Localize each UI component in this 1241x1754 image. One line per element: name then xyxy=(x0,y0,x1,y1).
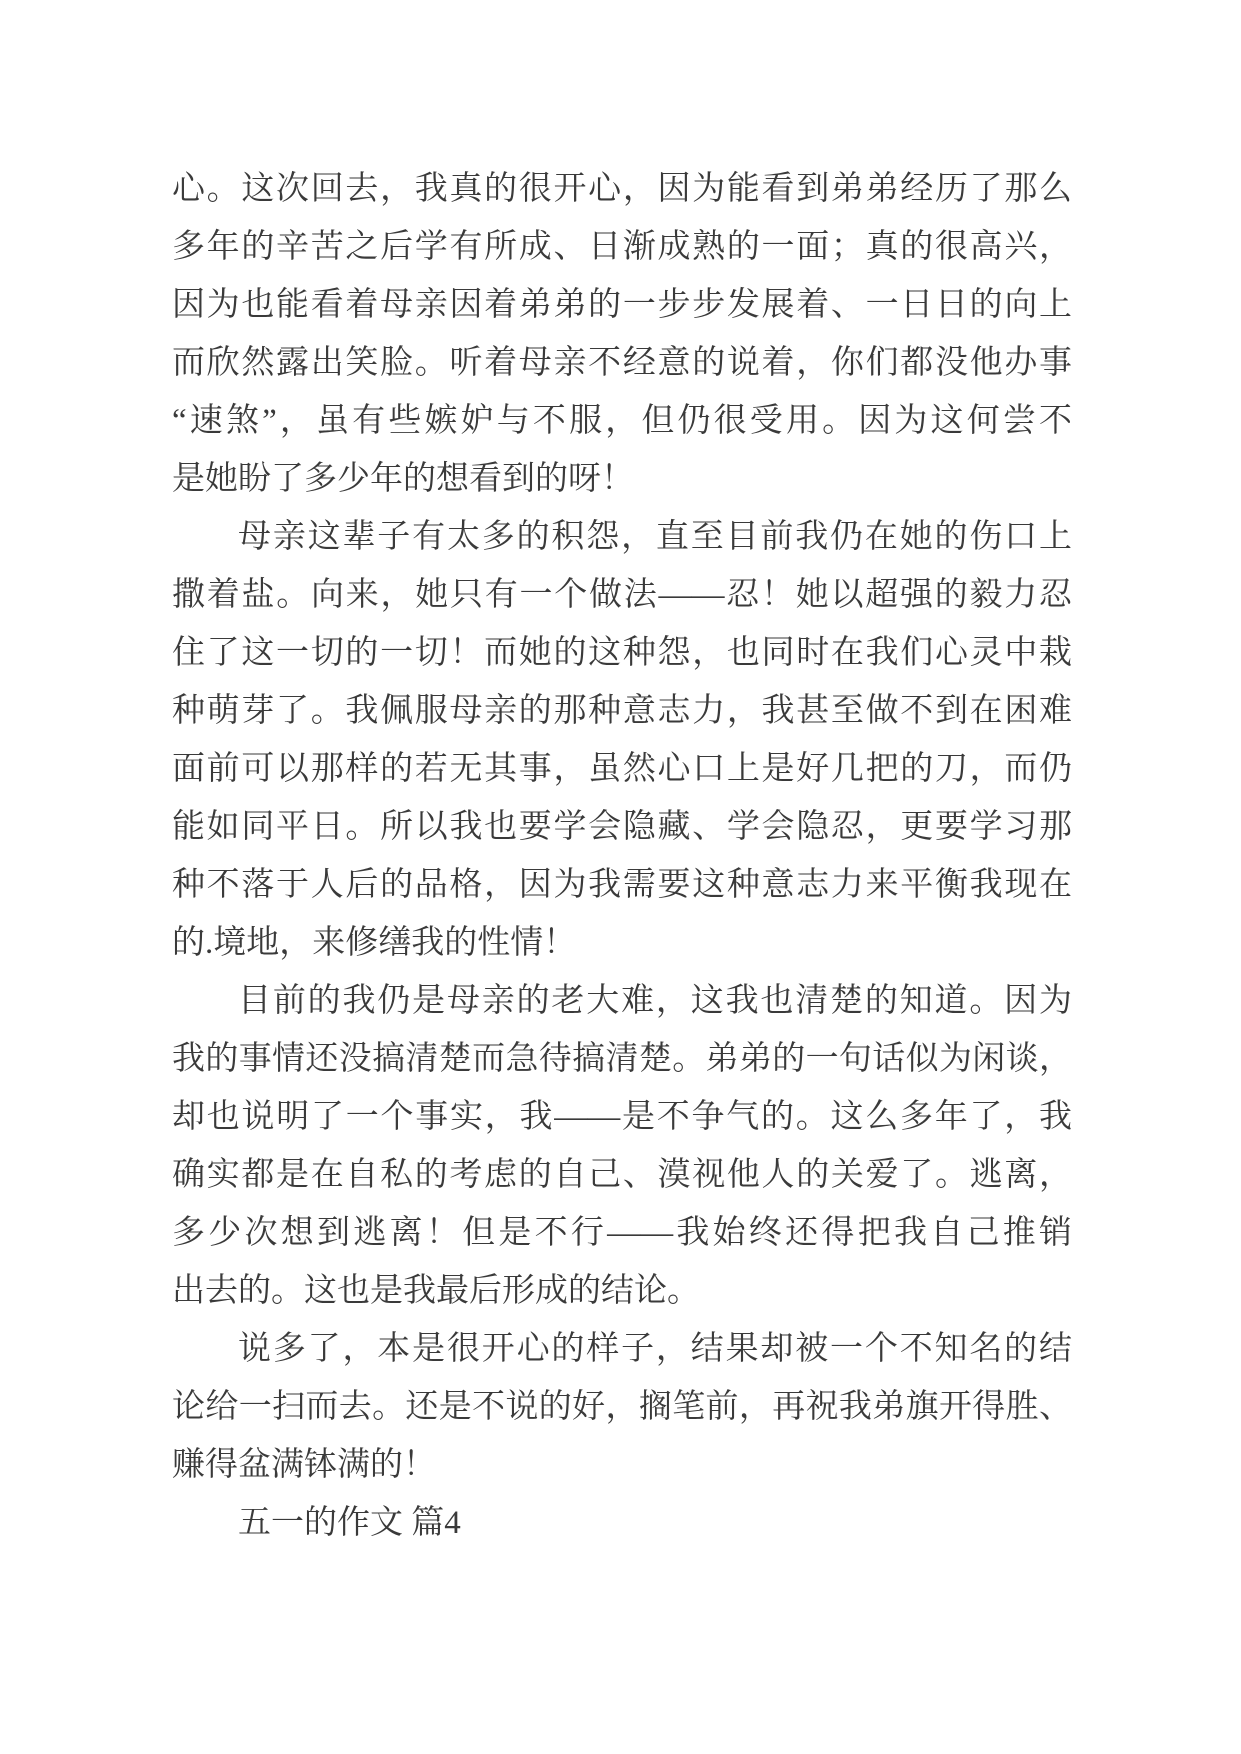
paragraph xyxy=(172,1320,1072,1494)
text-line: “速煞”，虽有些嫉妒与不服，但仍很受用。因为这何尝不 xyxy=(172,403,1072,439)
text-line: 是她盼了多少年的想看到的呀！ xyxy=(172,461,634,497)
text-line: 能如同平日。所以我也要学会隐藏、学会隐忍，更要学习那 xyxy=(172,809,1072,845)
text-line: 多少次想到逃离！但是不行——我始终还得把我自己推销 xyxy=(172,1215,1072,1251)
text-line: 却也说明了一个事实，我——是不争气的。这么多年了，我 xyxy=(172,1099,1072,1135)
text-line: 我的事情还没搞清楚而急待搞清楚。弟弟的一句话似为闲谈， xyxy=(172,1041,1072,1077)
text-line: 而欣然露出笑脸。听着母亲不经意的说着，你们都没他办事 xyxy=(172,345,1072,381)
text-line: 撒着盐。向来，她只有一个做法——忍！她以超强的毅力忍 xyxy=(172,577,1072,613)
text-line: 目前的我仍是母亲的老大难，这我也清楚的知道。因为 xyxy=(238,983,1072,1019)
text-line: 因为也能看着母亲因着弟弟的一步步发展着、一日日的向上 xyxy=(172,287,1072,323)
text-line: 面前可以那样的若无其事，虽然心口上是好几把的刀，而仍 xyxy=(172,751,1072,787)
paragraph xyxy=(172,972,1072,1320)
paragraph xyxy=(172,160,1072,508)
text-line: 论给一扫而去。还是不说的好，搁笔前，再祝我弟旗开得胜、 xyxy=(172,1389,1072,1425)
text-line: 种不落于人后的品格，因为我需要这种意志力来平衡我现在 xyxy=(172,867,1072,903)
text-line: 说多了，本是很开心的样子，结果却被一个不知名的结 xyxy=(238,1331,1072,1367)
text-line: 心。这次回去，我真的很开心，因为能看到弟弟经历了那么 xyxy=(172,171,1072,207)
section-title-paragraph xyxy=(172,1494,1072,1552)
section-title-text: 五一的作文 篇4 xyxy=(238,1505,461,1541)
text-line: 出去的。这也是我最后形成的结论。 xyxy=(172,1273,700,1309)
text-line: 多年的辛苦之后学有所成、日渐成熟的一面；真的很高兴， xyxy=(172,229,1072,265)
text-line: 确实都是在自私的考虑的自己、漠视他人的关爱了。逃离， xyxy=(172,1157,1072,1193)
document-body xyxy=(172,160,1072,1552)
text-line: 的.境地，来修缮我的性情！ xyxy=(172,925,577,961)
text-line: 住了这一切的一切！而她的这种怨，也同时在我们心灵中栽 xyxy=(172,635,1072,671)
paragraph xyxy=(172,508,1072,972)
text-line: 种萌芽了。我佩服母亲的那种意志力，我甚至做不到在困难 xyxy=(172,693,1072,729)
text-line: 母亲这辈子有太多的积怨，直至目前我仍在她的伤口上 xyxy=(238,519,1072,555)
text-line: 赚得盆满钵满的！ xyxy=(172,1447,436,1483)
